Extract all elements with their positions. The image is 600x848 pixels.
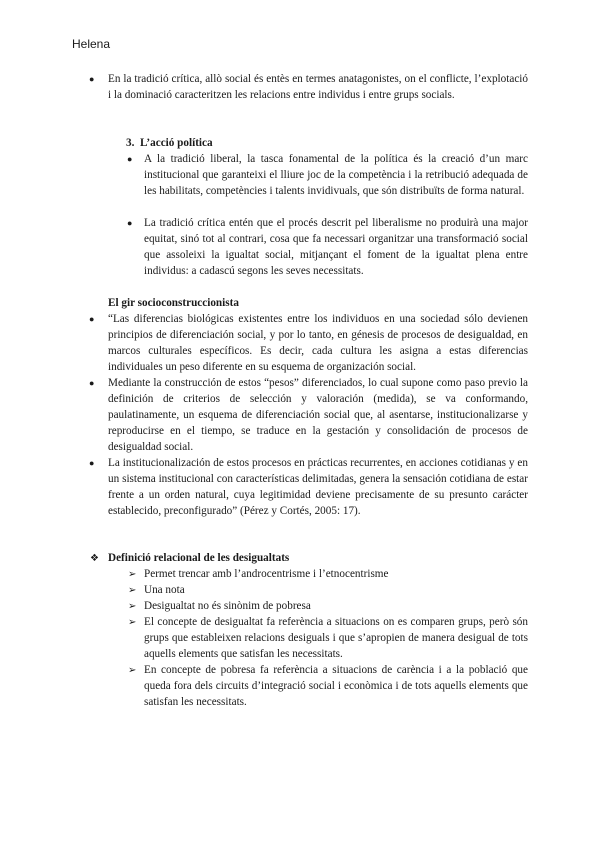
section3-bullet: A la tradició liberal, la tasca fonamental de la política és la creació d’un marc institucional que garanteixi el lliure joc de la competència i la retribució adequada de les habilitats, competències i talents invidivuals, que són distribuïts de forma natural. xyxy=(144,153,528,197)
giro-bullet: La institucionalización de estos procesos en prácticas recurrentes, en acciones cotidianas y en un sistema institucional con características delimitadas, genera la sensación cotidiana de estar frente a un orden natural, cuya legitimidad deviene precisamente de su presunto carácter establecido, preconfigurado” (Pérez y Cortés, 2005: 17). xyxy=(108,457,528,517)
giro-bullet: “Las diferencias biológicas existentes entre los individuos en una sociedad sólo devienen principios de diferenciación social, y por lo tanto, en génesis de procesos de desigualdad, en marcos culturales específicos. Es decir, cada cultura les asigna a estas diferencias individuales un peso diferente en su esquema de organización social. xyxy=(108,313,528,373)
intro-paragraph: En la tradició crítica, allò social és entès en termes anatagonistes, on el conflicte, l’explotació i la dominació caracteritzen les relacions entre individus i entre grups socials. xyxy=(108,73,528,101)
bullet-icon: ● xyxy=(127,154,133,164)
bullet-icon: ● xyxy=(127,218,133,228)
definicio-item: En concepte de pobresa fa referència a situacions de carència i a la població que queda fora dels circuits d’integració social i econòmica i de tots aquells elements que satisfan les necessitats. xyxy=(144,664,528,708)
section3-bullet: La tradició crítica entén que el procés descrit pel liberalisme no produirà una major equitat, sinó tot al contrari, cosa que fa necessari organitzar una transformació social que assoleixi la igualtat social, mitjançant el foment de la igualtat plena entre individus: a cadascú segons les seves necessitats. xyxy=(144,217,528,277)
definicio-item: El concepte de desigualtat fa referència a situacions on es comparen grups, però són grups que estableixen relacions desiguals i que s’apropien de manera desigual de tots aquells elements que satisfan les necessitats. xyxy=(144,616,528,660)
definicio-item: Desigualtat no és sinònim de pobresa xyxy=(144,600,311,612)
arrow-bullet-icon: ➢ xyxy=(128,665,137,676)
definicio-item: Permet trencar amb l’androcentrisme i l’etnocentrisme xyxy=(144,568,389,580)
giro-heading: El gir socioconstruccionista xyxy=(108,297,239,309)
arrow-bullet-icon: ➢ xyxy=(128,569,137,580)
arrow-bullet-icon: ➢ xyxy=(128,601,137,612)
bullet-icon: ● xyxy=(89,74,95,84)
definicio-item: Una nota xyxy=(144,584,185,596)
bullet-icon: ● xyxy=(89,314,95,324)
section3-title: L’acció política xyxy=(139,137,213,149)
arrow-bullet-icon: ➢ xyxy=(128,617,137,628)
bullet-icon: ● xyxy=(89,458,95,468)
diamond-bullet-icon: ❖ xyxy=(90,553,99,564)
arrow-bullet-icon: ➢ xyxy=(128,585,137,596)
definicio-heading: Definició relacional de les desigualtats xyxy=(108,552,290,564)
giro-bullet: Mediante la construcción de estos “pesos” diferenciados, lo cual supone como paso previo la definición de criterios de selección y valoración (medida), se va conformando, paulatinamente, un esquema de diferenciación social que, al asentarse, institucionalizarse y reproducirse en el tiempo, se traduce en la gestación y consolidación de procesos de desigualdad social. xyxy=(108,377,528,453)
header-name: Helena xyxy=(72,37,111,51)
section3-number: 3. xyxy=(126,137,135,149)
bullet-icon: ● xyxy=(89,378,95,388)
section3-heading xyxy=(126,136,426,152)
